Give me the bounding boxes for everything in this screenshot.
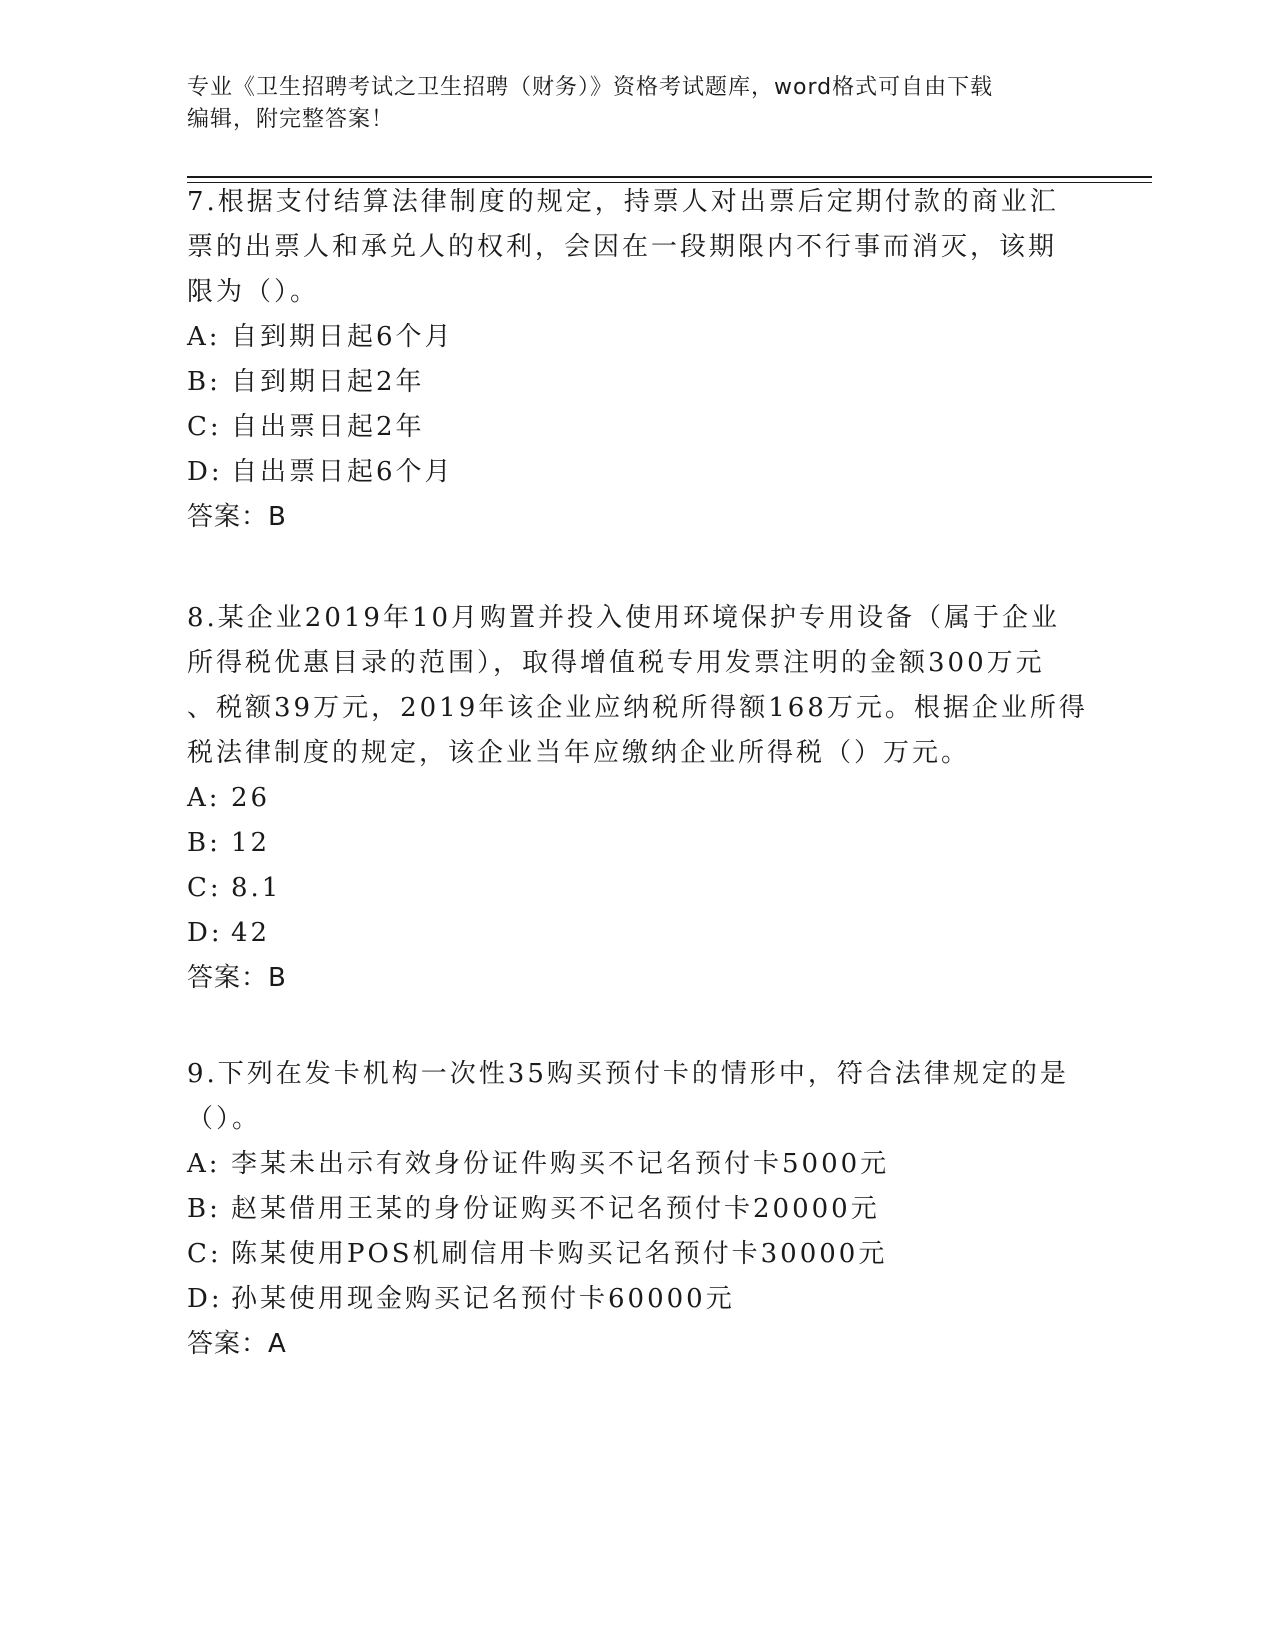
option-text: 自到期日起6个月 [231,322,454,352]
question-8 [187,596,1087,1001]
question-7 [187,180,1087,540]
option-key: B: [187,828,221,858]
option-key: C: [187,1239,222,1269]
option-text: 陈某使用POS机刷信用卡购买记名预付卡30000元 [231,1239,888,1269]
option-text: 42 [231,918,271,948]
question-stem-line: 票的出票人和承兑人的权利，会因在一段期限内不行事而消灭，该期 [187,232,1058,262]
question-stem-line: 7.根据支付结算法律制度的规定，持票人对出票后定期付款的商业汇 [187,187,1059,217]
option-text: 自出票日起2年 [231,412,425,442]
option-d [187,450,1087,495]
option-c [187,866,1087,911]
document-header [187,72,1087,136]
question-stem-line: 、税额39万元，2019年该企业应纳税所得额168万元。根据企业所得 [187,693,1088,723]
option-text: 自到期日起2年 [231,367,425,397]
answer-line: 答案：B [187,502,287,532]
option-text: 赵某借用王某的身份证购买不记名预付卡20000元 [231,1194,880,1224]
question-stem-line: 税法律制度的规定，该企业当年应缴纳企业所得税（）万元。 [187,738,971,768]
option-key: B: [187,367,221,397]
header-line-2: 编辑，附完整答案！ [187,107,395,132]
option-c [187,1232,1087,1277]
option-key: A: [187,783,221,813]
question-stem-line: 所得税优惠目录的范围），取得增值税专用发票注明的金额300万元 [187,648,1045,678]
option-key: C: [187,873,222,903]
option-key: D: [187,1284,223,1314]
option-d [187,911,1087,956]
answer-line: 答案：B [187,963,287,993]
option-key: C: [187,412,222,442]
option-key: A: [187,1149,221,1179]
question-stem-line: 限为（）。 [187,277,320,307]
option-text: 8.1 [231,873,282,903]
option-key: B: [187,1194,221,1224]
option-key: A: [187,322,221,352]
question-stem-line: （）。 [187,1104,262,1134]
option-b [187,360,1087,405]
header-line-1: 专业《卫生招聘考试之卫生招聘（财务）》资格考试题库，word格式可自由下载 [187,75,994,100]
option-a [187,776,1087,821]
question-9 [187,1052,1087,1367]
option-c [187,405,1087,450]
header-divider-thick [187,176,1152,178]
option-key: D: [187,457,223,487]
option-text: 12 [231,828,271,858]
option-text: 自出票日起6个月 [231,457,454,487]
option-text: 26 [231,783,271,813]
option-d [187,1277,1087,1322]
option-text: 李某未出示有效身份证件购买不记名预付卡5000元 [231,1149,890,1179]
question-stem-line: 8.某企业2019年10月购置并投入使用环境保护专用设备（属于企业 [187,603,1061,633]
option-a [187,1142,1087,1187]
option-key: D: [187,918,223,948]
answer-line: 答案：A [187,1329,287,1359]
option-a [187,315,1087,360]
option-b [187,1187,1087,1232]
option-text: 孙某使用现金购买记名预付卡60000元 [231,1284,735,1314]
question-stem-line: 9.下列在发卡机构一次性35购买预付卡的情形中，符合法律规定的是 [187,1059,1069,1089]
option-b [187,821,1087,866]
